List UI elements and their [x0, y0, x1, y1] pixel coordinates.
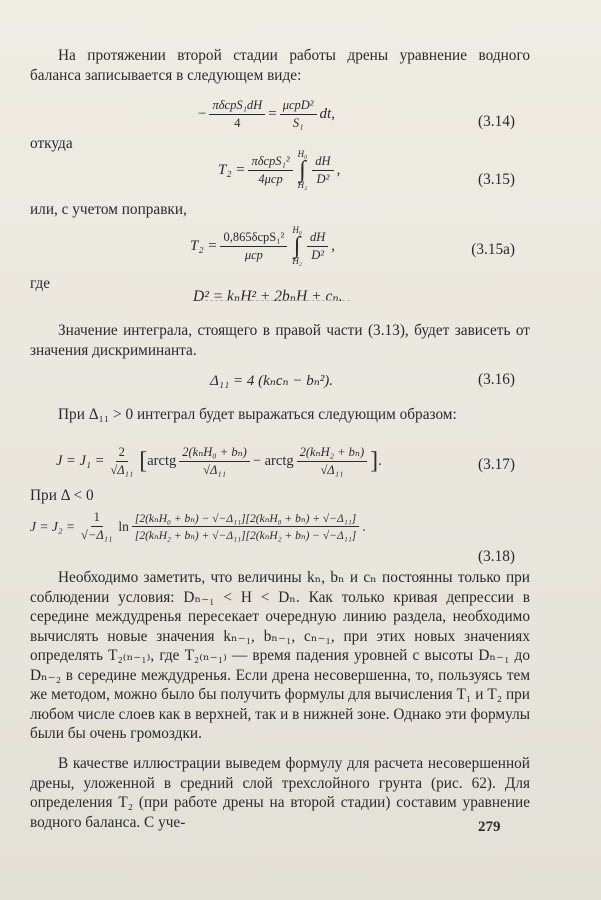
equation-number-3-15: (3.15)	[478, 171, 515, 188]
eq-3-15-coefficient	[248, 154, 292, 187]
eq-3-18-lhs: J = J₂ =	[30, 518, 76, 534]
eq-3-15a-numerator: 0,865δсрS₁²	[220, 230, 287, 247]
eq-3-15a-integrand	[307, 230, 328, 263]
eq-3-17-coefficient-denominator: √Δ₁₁	[110, 462, 134, 477]
word-otkuda: откуда	[30, 135, 73, 152]
eq-3-15-integral	[298, 150, 308, 190]
eq-3-15-lhs: T₂ =	[218, 161, 246, 178]
eq-3-18-numerator: [2(kₙH₀ + bₙ) − √−Δ₁₁][2(kₙH₀ + bₙ) + √−Δ₁₁]	[132, 511, 359, 527]
intro-paragraph: На протяжении второй стадии работы дрены уравнение водного баланса записывается в следующем виде:	[30, 47, 530, 84]
eq-3-17-second-argument	[297, 444, 368, 478]
page-number: 279	[478, 819, 501, 835]
eq-3-15-integrand-numerator: dH	[312, 154, 333, 171]
scan-divider	[200, 300, 350, 301]
eq-3-15-integrand-denominator: D²	[316, 171, 330, 186]
eq-3-14-rhs-denominator: S₁	[292, 116, 304, 130]
eq-3-15a-integral	[292, 226, 302, 266]
eq-3-15-numerator: πδсрS₁²	[248, 154, 292, 171]
paragraph-v-kachestve: В качестве иллюстрации выведем формулу для расчета несовершенной дрены, уложенной в средний слой трехслойного грунта (рис. 62). Для определения T₂ (при работе дрены на второй стадии) составим уравнение водного баланса. С уче-	[30, 755, 530, 831]
word-gde: где	[30, 275, 51, 292]
eq-3-14-minus: −	[198, 106, 207, 122]
paragraph-integral-value: Значение интеграла, стоящего в правой части (3.13), будет зависеть от значения дискриминанта.	[30, 322, 530, 359]
left-bracket-icon: [	[139, 448, 148, 474]
eq-3-18-coefficient-numerator: 1	[91, 510, 103, 527]
eq-3-15a-lower-limit: H₂	[292, 256, 302, 266]
eq-3-14-lhs-numerator: πδсрS₁dH	[209, 98, 265, 115]
equation-3-14	[198, 98, 335, 131]
eq-3-14-tail: dt,	[319, 106, 335, 122]
eq-3-17-tail: .	[378, 452, 382, 469]
integral-sign-icon: ∫	[299, 157, 306, 183]
equation-number-3-18: (3.18)	[478, 548, 515, 565]
eq-3-15a-coefficient	[220, 230, 287, 263]
eq-3-15-denominator: 4μср	[258, 171, 283, 186]
eq-3-14-lhs-fraction	[209, 98, 265, 131]
eq-3-17-coefficient	[107, 445, 136, 478]
eq-3-18-coefficient	[78, 510, 115, 543]
eq-3-15-integrand	[312, 154, 333, 187]
equation-3-15a	[190, 226, 335, 266]
paragraph-neobhodimo: Необходимо заметить, что величины kₙ, bₙ и cₙ постоянны только при соблюдении условия: Dₙ₋₁ < H < Dₙ. Как только кривая депрессии в середине междудренья пересекает очередную линию раздела, необходимо вычислять новые значения kₙ₋₁, bₙ₋₁, cₙ₋₁, при этих новых значениях определять T₂₍ₙ₋₁₎, где T₂₍ₙ₋₁₎ — время падения уровней с высоты Dₙ₋₁ до Dₙ₋₂ в середине междудренья. Если дрена несовершенна, то, пользуясь тем же методом, можно было бы получить формулы для вычисления T₁ и T₂ при любом числе слоев как в верхней, так и в нижней зоне. Однако эти формулы были бы очень громоздки.	[30, 569, 530, 742]
equation-3-15	[218, 150, 340, 190]
equation-3-18	[30, 510, 366, 543]
eq-3-17-first-denominator: √Δ₁₁	[203, 463, 226, 477]
eq-3-18-denominator: [2(kₙH₂ + bₙ) + √−Δ₁₁][2(kₙH₂ + bₙ) − √−Δ₁₁]	[134, 530, 357, 542]
eq-3-15a-integrand-denominator: D²	[311, 247, 324, 262]
equation-number-3-16: (3.16)	[478, 371, 515, 388]
eq-3-17-coefficient-numerator: 2	[116, 445, 128, 462]
eq-3-14-lhs-denominator: 4	[234, 116, 241, 130]
equation-3-17	[56, 444, 382, 478]
eq-3-17-arctg: arctg	[147, 452, 177, 469]
eq-3-17-second-denominator: √Δ₁₁	[320, 463, 344, 477]
word-ili: или, с учетом поправки,	[30, 201, 187, 218]
eq-3-14-rhs-numerator: μсрD²	[280, 98, 317, 115]
eq-3-14-equals: =	[268, 106, 277, 122]
eq-3-17-minus-arctg: − arctg	[252, 452, 294, 469]
eq-3-18-log-argument	[132, 511, 359, 542]
eq-3-15-upper-limit: H₀	[297, 149, 308, 159]
right-bracket-icon: ]	[370, 448, 379, 474]
eq-3-15a-integrand-numerator: dH	[307, 230, 328, 247]
eq-3-18-ln: ln	[118, 518, 129, 534]
eq-3-18-coefficient-denominator: √−Δ₁₁	[81, 528, 113, 542]
eq-3-17-second-numerator: 2(kₙH₂ + bₙ)	[297, 444, 368, 462]
equation-discriminant-D: D² = kₙH² + 2bₙH + cₙ.	[193, 288, 343, 305]
paragraph-pri-delta-positive: При Δ₁₁ > 0 интеграл будет выражаться следующим образом:	[58, 406, 457, 423]
equation-3-16: Δ₁₁ = 4 (kₙcₙ − bₙ²).	[210, 373, 334, 389]
eq-3-17-first-numerator: 2(kₙH₀ + bₙ)	[179, 444, 250, 462]
eq-3-15a-denominator: μср	[244, 247, 263, 262]
eq-3-14-rhs-fraction	[280, 98, 317, 131]
line-pri-delta-negative: При Δ < 0	[30, 487, 94, 504]
equation-number-3-17: (3.17)	[478, 456, 515, 473]
eq-3-18-tail: .	[362, 518, 366, 534]
eq-3-17-first-argument	[179, 444, 250, 478]
integral-sign-icon: ∫	[293, 233, 301, 259]
eq-3-17-lhs: J = J₁ =	[56, 452, 105, 469]
eq-3-15a-tail: ,	[331, 237, 335, 254]
eq-3-15a-upper-limit: H₀	[292, 225, 302, 235]
eq-3-15a-lhs: T₂ =	[190, 237, 218, 254]
equation-number-3-15a: (3.15а)	[471, 241, 515, 258]
eq-3-15-tail: ,	[336, 161, 341, 178]
eq-3-15-lower-limit: H₂	[297, 180, 308, 190]
equation-number-3-14: (3.14)	[478, 113, 515, 130]
